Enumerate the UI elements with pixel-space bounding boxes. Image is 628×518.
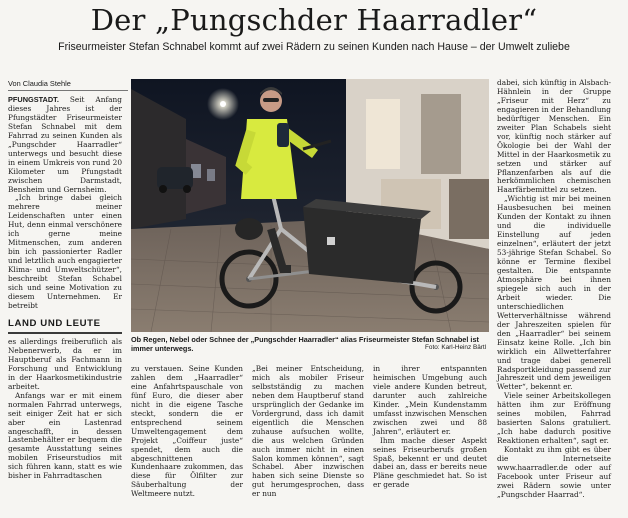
- paragraph: „Ich bringe dabei gleich mehrere meiner Leidenschaften unter einen Hut, denn einmal verschönere ich gerne meine Mitmenschen, zum anderen bin ich passionierter Radler und letztlich auch engagierter Klima- und Umweltschützer“, beschreibt Stefan Schabel sich und seine Motivation zu diesem Unternehmen. Er betreibt: [8, 193, 122, 310]
- article-column-3: [252, 365, 364, 499]
- cargo-bike-photo: [131, 79, 489, 332]
- article-column-1-continued: [8, 338, 122, 481]
- paragraph: [8, 96, 122, 194]
- caption-text: Ob Regen, Nebel oder Schnee der „Pungschder Haarradler“ alias Friseurmeister Stefan Schnabel ist immer unterwegs.: [131, 335, 479, 353]
- byline: Von Claudia Stehle: [8, 79, 71, 88]
- section-heading: LAND UND LEUTE: [8, 318, 101, 329]
- paragraph: es allerdings freiberuflich als Nebenerwerb, da er im Hauptberuf als Fachmann in Forschung und Entwicklung in der Haarkosmetikindustrie arbeitet.: [8, 337, 122, 391]
- subtitle: Friseurmeister Stefan Schnabel kommt auf zwei Rädern zu seinen Kunden nach Hause – der Umwelt zuliebe: [58, 41, 570, 53]
- article-column-1: [8, 96, 122, 311]
- paragraph-text: Seit Anfang dieses Jahres ist der Pfungstädter Friseurmeister Stefan Schnabel mit dem Fahrrad zu seinen Kunden als „Pungschder Haarradler“ unterwegs und besucht diese in einem Umkreis von rund 20 Kilometer um Pfungstadt zwischen Darmstadt, Bensheim und Gernsheim.: [8, 95, 122, 194]
- photo-credit: Foto: Karl-Heinz Bärtl: [425, 344, 487, 351]
- paragraph: Viele seiner Arbeitskollegen hätten ihm zur Eröffnung seines mobilen, Fahrrad basierten Salons gratuliert. „Ich habe dadurch positive Reaktionen erhalten“, sagt er.: [497, 391, 611, 446]
- section-heading-bar: [8, 332, 122, 334]
- paragraph: dabei, sich künftig in Alsbach-Hähnlein in der Gruppe „Friseur mit Herz“ zu engagieren in der Behandlung bedürftiger Menschen. Ein zweiter Plan Schabels sieht vor, künftig noch stärker auf Ökologie bei der Wahl der Mittel in der Haarkosmetik zu setzen und stärker auf Pflanzenfarben als auf die herkömmlichen chemischen Haarfärbemittel zu setzen.: [497, 78, 611, 195]
- headline: Der „Pungschder Haarradler“: [90, 3, 538, 37]
- paragraph: Anfangs war er mit einem normalen Fahrrad unterwegs, seit einiger Zeit hat er sich aber ein Lastenrad angeschafft, in dessen Lastenbehälter er bequem die gesamte Ausstattung seines mobilen Friseurstudios mit sich führen kann, statt es wie bisher in Fahrradtaschen: [8, 390, 122, 481]
- dateline: PFUNGSTADT.: [8, 95, 59, 104]
- paragraph: „Bei meiner Entscheidung, mich als mobiler Friseur selbstständig zu machen neben dem Hauptberuf stand ursprünglich der Gedanke im Vordergrund, dass ich damit eigentlich die Menschen zuhause aufsuchen wollte, die aus welchen Gründen auch immer nicht in einen Salon kommen können“, sagt Schabel. Aber inzwischen haben sich seine Dienste so gut herumgesprochen, dass er nun: [252, 364, 364, 499]
- paragraph: „Wichtig ist mir bei meinen Hausbesuchen bei meinen Kunden der Kontakt zu ihnen und die individuelle Einstellung auf jeden einzelnen“, erläutert der jetzt 53-jährige Stefan Schabel. So könne er Termine flexibel gestalten. Die entspannte Atmosphäre bei ihnen spiegele sich auch in der Arbeit wieder. Die unterschiedlichen Wetterverhältnisse während der Jahreszeiten spielen für den „Haarradler“ bei seinem Einsatz keine Rolle. „Ich bin wirklich ein Allwetterfahrer und trage dabei generell Radsportkleidung passend zur Jahreszeit und dem jeweiligen Wetter“, bekennt er.: [497, 194, 611, 392]
- article-column-4: [373, 365, 487, 490]
- byline-divider: [8, 90, 128, 91]
- paragraph: Kontakt zu ihm gibt es über die Internetseite www.haarradler.de oder auf Facebook unter Friseur auf zwei Rädern sowie unter „Pungschder Haarrad“.: [497, 445, 611, 499]
- paragraph: zu verstauen. Seine Kunden zahlen dem „Haarradler“ eine Anfahrtspauschale von fünf Euro, die dieser aber nicht in die eigene Tasche steckt, sondern die er entsprechend seinem Umweltengagement dem Projekt „Coiffeur juste“ spendet, dem auch die abgeschnittenen Kundenhaare zukommen, das diese für Ölfilter zur Säuberhaltung der Weltmeere nutzt.: [131, 364, 243, 499]
- article-column-5: [497, 79, 611, 500]
- paragraph: in ihrer entspannten heimischen Umgebung auch viele andere Kunden betreut, darunter auch zahlreiche Kinder. „Mein Kundenstamm umfasst inzwischen Menschen zwischen zwei und 88 Jahren“, erläutert er.: [373, 364, 487, 436]
- paragraph: Ihm mache dieser Aspekt seines Friseurberufs großen Spaß, bekennt er und deutet dabei an, dass er bereits neue Pläne geschmiedet hat. So ist er gerade: [373, 435, 487, 490]
- article-column-2: [131, 365, 243, 499]
